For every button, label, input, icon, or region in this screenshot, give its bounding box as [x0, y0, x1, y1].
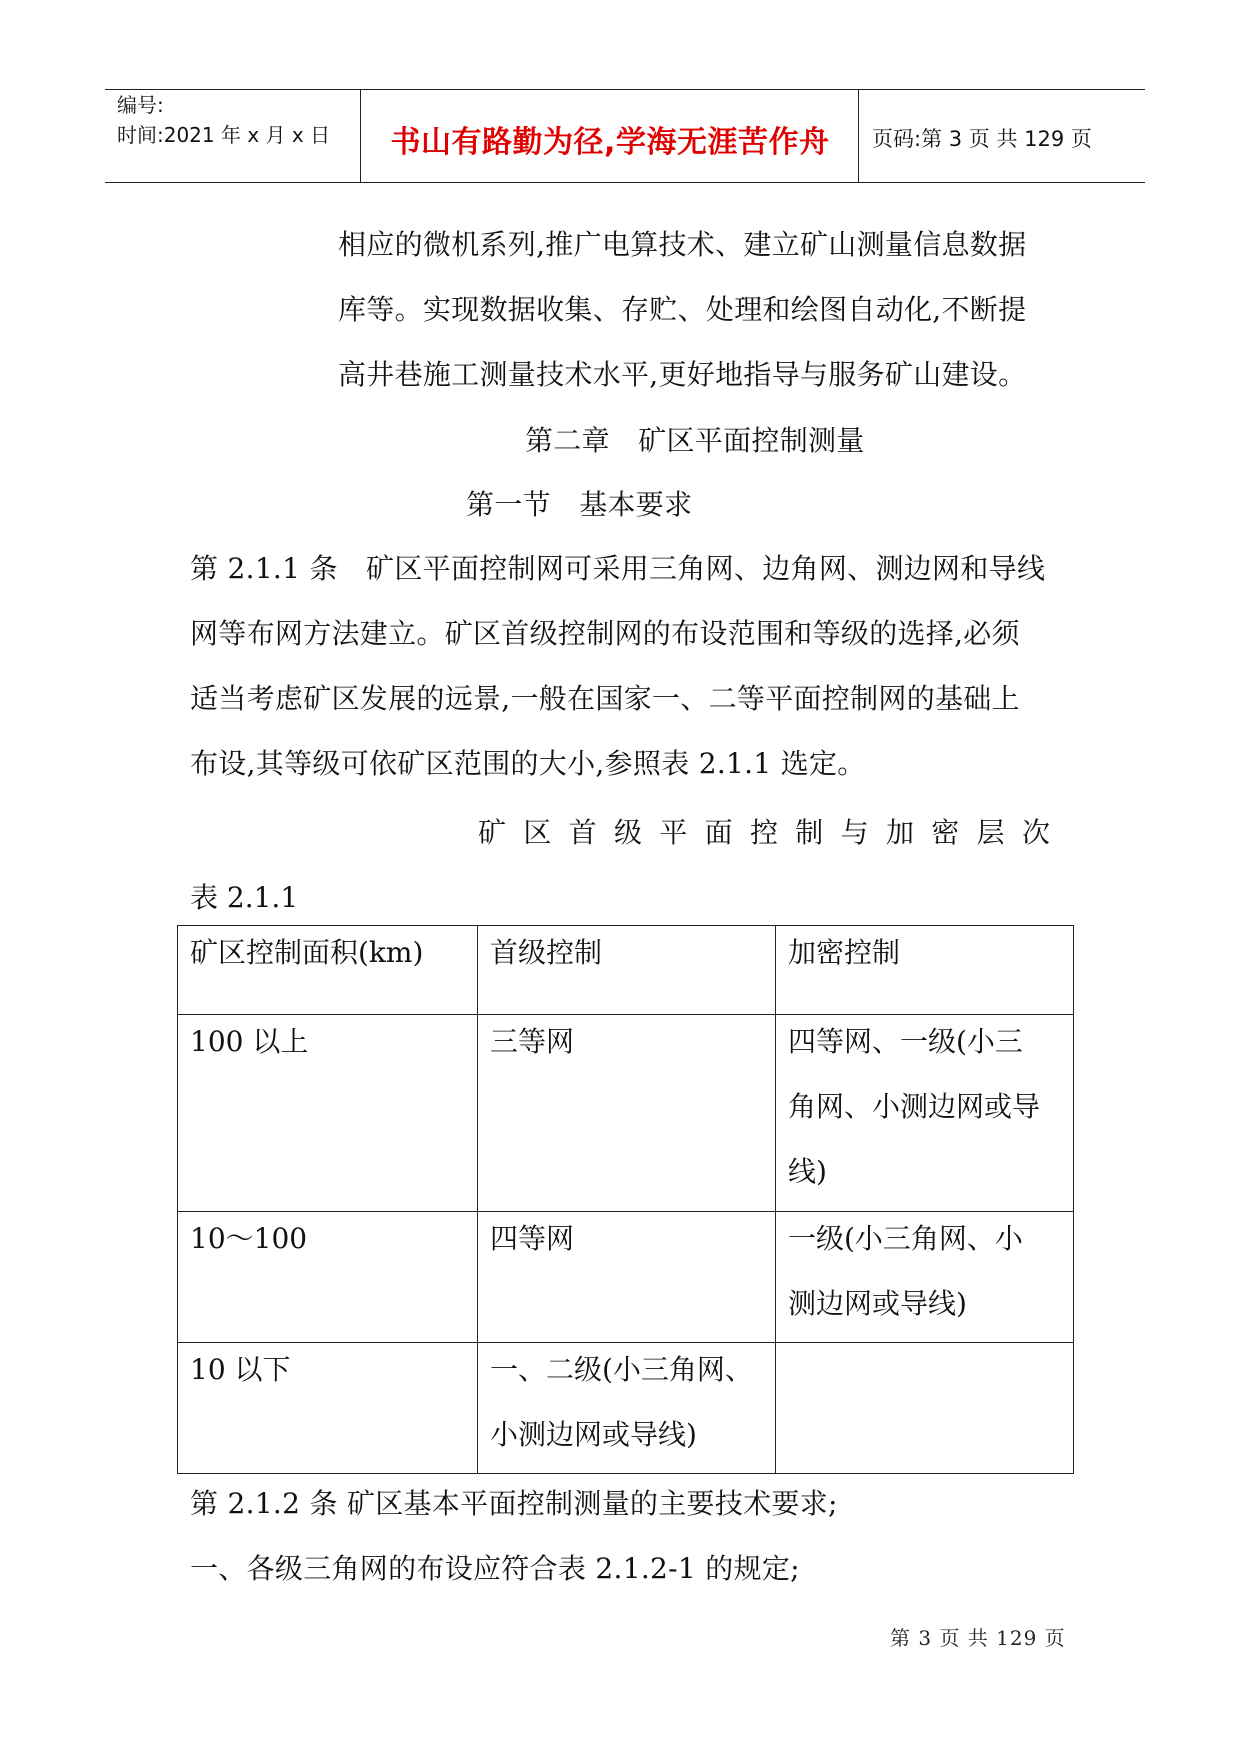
table-cell-area: 10 以下 — [178, 1343, 478, 1474]
header-number-label: 编号: — [117, 93, 164, 117]
header-time-label: 时间:2021 年 x 月 x 日 — [117, 123, 331, 147]
table-caption-title — [190, 800, 1050, 865]
header-divider-left — [360, 89, 361, 182]
caption-char: 与 — [840, 816, 869, 849]
caption-char: 控 — [749, 816, 778, 849]
caption-char: 平 — [659, 816, 688, 849]
table-cell-primary: 三等网 — [478, 1015, 776, 1212]
article-line: 适当考虑矿区发展的远景,一般在国家一、二等平面控制网的基础上 — [190, 682, 1020, 715]
caption-char: 制 — [795, 816, 824, 849]
table-header-cell: 首级控制 — [478, 926, 776, 1015]
table-cell-area: 10～100 — [178, 1212, 478, 1343]
table-cell-densify: 一级(小三角网、小 测边网或导线) — [776, 1212, 1074, 1343]
caption-char: 面 — [704, 816, 733, 849]
caption-char: 区 — [523, 816, 552, 849]
header-bottom-rule — [105, 182, 1145, 183]
table-row — [178, 1212, 1074, 1343]
table-caption — [190, 800, 1050, 930]
header-divider-right — [858, 89, 859, 182]
table-number: 表 2.1.1 — [190, 881, 299, 914]
table-header-cell: 矿区控制面积(km) — [178, 926, 478, 1015]
article-line: 布设,其等级可依矿区范围的大小,参照表 2.1.1 选定。 — [190, 747, 866, 780]
table-cell-densify: 四等网、一级(小三 角网、小测边网或导 线) — [776, 1015, 1074, 1212]
table-cell-primary: 一、二级(小三角网、 小测边网或导线) — [478, 1343, 776, 1474]
caption-char: 首 — [568, 816, 597, 849]
table-cell-densify — [776, 1343, 1074, 1474]
caption-char: 矿 — [478, 816, 507, 849]
caption-char: 次 — [1021, 816, 1050, 849]
caption-char: 层 — [976, 816, 1005, 849]
article-2-1-2-item-1: 一、各级三角网的布设应符合表 2.1.2-1 的规定; — [190, 1552, 800, 1585]
header-page-info: 页码:第 3 页 共 129 页 — [872, 127, 1092, 151]
intro-line: 库等。实现数据收集、存贮、处理和绘图自动化,不断提 — [338, 293, 1027, 326]
article-2-1-2: 第 2.1.2 条 矿区基本平面控制测量的主要技术要求; — [190, 1487, 838, 1520]
table-header-row — [178, 926, 1074, 1015]
intro-line: 相应的微机系列,推广电算技术、建立矿山测量信息数据 — [338, 228, 1027, 261]
section-title: 第一节 基本要求 — [466, 488, 693, 521]
table-header-cell: 加密控制 — [776, 926, 1074, 1015]
caption-char: 密 — [931, 816, 960, 849]
table-row — [178, 1015, 1074, 1212]
table-cell-primary: 四等网 — [478, 1212, 776, 1343]
caption-char: 加 — [885, 816, 914, 849]
table-row — [178, 1343, 1074, 1474]
chapter-title: 第二章 矿区平面控制测量 — [525, 424, 865, 457]
header-meta — [117, 90, 330, 150]
article-2-1-1 — [190, 536, 1045, 796]
table-cell-area: 100 以上 — [178, 1015, 478, 1212]
intro-line: 高井巷施工测量技术水平,更好地指导与服务矿山建设。 — [338, 358, 1027, 391]
header-motto: 书山有路勤为径,学海无涯苦作舟 — [390, 125, 830, 160]
caption-char: 级 — [613, 816, 642, 849]
article-line: 网等布网方法建立。矿区首级控制网的布设范围和等级的选择,必须 — [190, 617, 1020, 650]
page-footer: 第 3 页 共 129 页 — [890, 1626, 1066, 1650]
article-line: 第 2.1.1 条 矿区平面控制网可采用三角网、边角网、测边网和导线 — [190, 552, 1046, 585]
control-level-table — [177, 925, 1074, 1474]
intro-paragraph — [338, 212, 1026, 407]
